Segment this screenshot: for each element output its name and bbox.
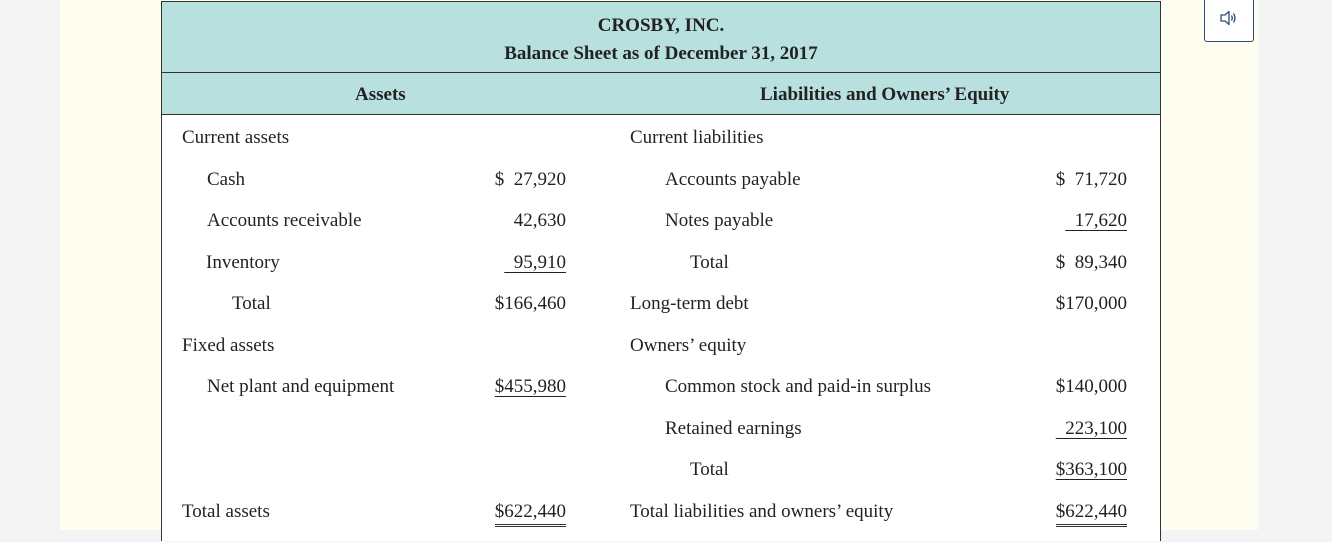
current-liabilities-total-value: $ 89,340: [1055, 252, 1127, 273]
owners-equity-total-value: $363,100: [1055, 459, 1127, 480]
net-plant-value: $455,980: [494, 376, 566, 397]
table-row: [162, 252, 1160, 293]
common-stock-value: $140,000: [1055, 376, 1127, 397]
fixed-assets-label: Fixed assets: [182, 335, 275, 356]
common-stock-label: Common stock and paid-in surplus: [665, 376, 931, 397]
accounts-receivable-label: Accounts receivable: [207, 210, 362, 231]
cash-value: $ 27,920: [494, 169, 566, 190]
table-row: [162, 210, 1160, 251]
table-row: [162, 459, 1160, 500]
company-name: CROSBY, INC.: [597, 15, 725, 36]
retained-earnings-label: Retained earnings: [665, 418, 802, 439]
owners-equity-label: Owners’ equity: [630, 335, 747, 356]
table-row: [162, 169, 1160, 210]
table-row: [162, 293, 1160, 334]
current-liabilities-total-label: Total: [690, 252, 729, 273]
cash-label: Cash: [207, 169, 245, 190]
column-header-band: [162, 73, 1160, 115]
balance-sheet: [161, 1, 1161, 541]
total-liabilities-equity-value: $622,440: [1056, 501, 1127, 527]
notes-payable-value: 17,620: [1065, 210, 1127, 231]
accounts-payable-value: $ 71,720: [1055, 169, 1127, 190]
table-row: [162, 501, 1160, 542]
sheet-title: Balance Sheet as of December 31, 2017: [504, 43, 818, 64]
owners-equity-total-label: Total: [690, 459, 729, 480]
title-band: [162, 2, 1160, 73]
current-assets-total-label: Total: [232, 293, 271, 314]
assets-heading: Assets: [355, 84, 406, 105]
inventory-label: Inventory: [206, 252, 280, 273]
current-assets-total-value: $166,460: [494, 293, 566, 314]
table-row: [162, 376, 1160, 417]
notes-payable-label: Notes payable: [665, 210, 774, 231]
liabilities-heading: Liabilities and Owners’ Equity: [760, 84, 1010, 105]
total-assets-value: $622,440: [495, 501, 566, 527]
table-row: [162, 335, 1160, 376]
current-liabilities-label: Current liabilities: [630, 127, 764, 148]
speaker-icon: [1219, 10, 1239, 26]
retained-earnings-value: 223,100: [1055, 418, 1127, 439]
total-liabilities-equity-label: Total liabilities and owners’ equity: [630, 501, 894, 522]
table-row: [162, 418, 1160, 459]
accounts-receivable-value: 42,630: [513, 210, 566, 231]
inventory-value: 95,910: [504, 252, 566, 273]
long-term-debt-value: $170,000: [1055, 293, 1127, 314]
long-term-debt-label: Long-term debt: [630, 293, 749, 314]
current-assets-label: Current assets: [182, 127, 290, 148]
net-plant-label: Net plant and equipment: [207, 376, 395, 397]
total-assets-label: Total assets: [182, 501, 270, 522]
table-row: [162, 127, 1160, 168]
audio-button[interactable]: [1204, 0, 1254, 42]
accounts-payable-label: Accounts payable: [665, 169, 801, 190]
